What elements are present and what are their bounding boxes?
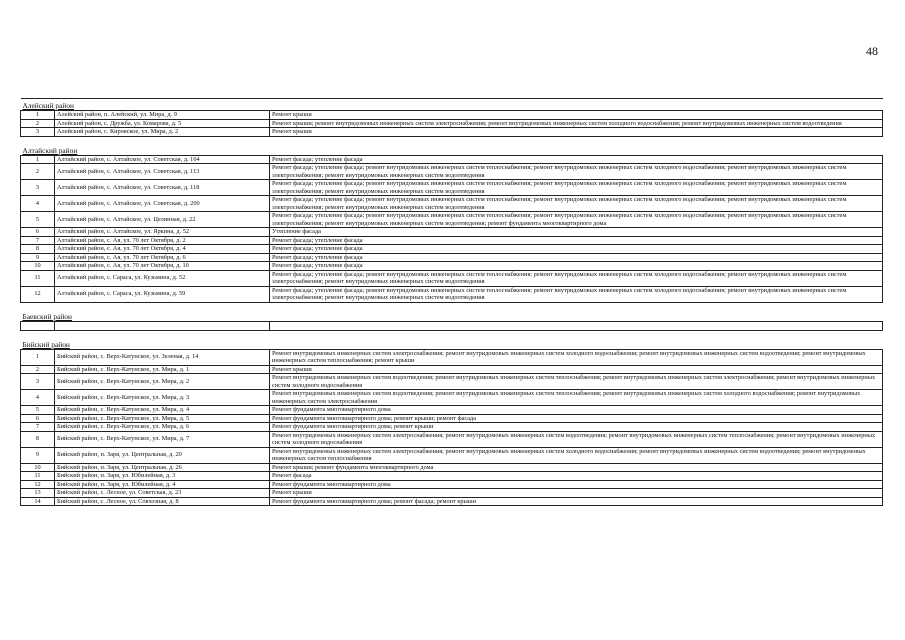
row-works: Ремонт крыши [270,489,883,498]
row-works: Ремонт фундамента многоквартирного дома; ремонт крыши; ремонт фасада [270,414,883,423]
row-number: 10 [21,463,55,472]
table-row [21,390,883,406]
row-number: 10 [21,262,55,271]
row-works: Ремонт внутридомовых инженерных систем электроснабжения; ремонт внутридомовых инженерных систем холодного водоснабжения; ремонт внутридомовых инженерных систем водоотведения; ремонт внутридомовых инженерных систем теплоснабжения; ремонт крыши [270,349,883,365]
row-address: Алтайский район, с. Ая, ул. 70 лет Октября, д. 6 [55,253,270,262]
district-name: Алтайский район [21,136,883,155]
table-row [21,365,883,374]
table-row [21,270,883,286]
row-number: 1 [21,111,55,120]
district-name: Алейский район [21,99,883,111]
page-number: 48 [866,44,878,58]
row-works: Ремонт внутридомовых инженерных систем электроснабжения; ремонт внутридомовых инженерных систем холодного водоснабжения; ремонт внутридомовых инженерных систем водоотведения; ремонт внутридомовых инженерных систем теплоснабжения [270,447,883,463]
row-number: 14 [21,497,55,506]
table-row [21,423,883,432]
row-number: 2 [21,119,55,128]
row-address: Бийский район, с. Верх-Катунское, ул. Зеленая, д. 14 [55,349,270,365]
table-row [21,472,883,481]
row-works: Утепление фасада [270,228,883,237]
row-number: 3 [21,128,55,137]
row-number: 13 [21,489,55,498]
row-address: Алтайский район, с. Алтайское, ул. Советская, д. 118 [55,180,270,196]
district-name: Баевский район [21,302,883,321]
empty-cell [270,321,883,330]
table-row [21,155,883,164]
row-address: Алтайский район, с. Алтайское, ул. Советская, д. 104 [55,155,270,164]
row-works: Ремонт фасада; утепление фасада; ремонт внутридомовых инженерных систем теплоснабжения; ремонт внутридомовых инженерных систем холодного водоснабжения; ремонт внутридомовых инженерных систем электроснабжения; ремонт внутридомовых инженерных систем водоотведения [270,270,883,286]
table-row [21,111,883,120]
table-row [21,480,883,489]
works-table [20,98,883,506]
row-works: Ремонт внутридомовых инженерных систем водоотведения; ремонт внутридомовых инженерных систем теплоснабжения; ремонт внутридомовых инженерных систем электроснабжения; ремонт внутридомовых инженерных систем холодного водоснабжения [270,374,883,390]
row-address: Бийский район, с. Лесное, ул. Совхозная, д. 8 [55,497,270,506]
row-address: Алтайский район, с. Ая, ул. 70 лет Октября, д. 2 [55,236,270,245]
row-number: 9 [21,253,55,262]
row-works: Ремонт фасада; утепление фасада; ремонт внутридомовых инженерных систем теплоснабжения; ремонт внутридомовых инженерных систем холодного водоснабжения; ремонт внутридомовых инженерных систем электроснабжения; ремонт внутридомовых инженерных систем водоотведения [270,180,883,196]
row-works: Ремонт фасада; утепление фасада; ремонт внутридомовых инженерных систем теплоснабжения; ремонт внутридомовых инженерных систем холодного водоснабжения; ремонт внутридомовых инженерных систем электроснабжения; ремонт внутридомовых инженерных систем водоотведения [270,196,883,212]
row-works: Ремонт крыши [270,365,883,374]
row-works: Ремонт крыши [270,111,883,120]
row-works: Ремонт фасада; утепление фасада; ремонт внутридомовых инженерных систем теплоснабжения; ремонт внутридомовых инженерных систем холодного водоснабжения; ремонт внутридомовых инженерных систем электроснабжения; ремонт внутридомовых инженерных систем водоотведения; ремонт фундамента многоквартирного дома [270,212,883,228]
row-number: 5 [21,212,55,228]
row-number: 11 [21,472,55,481]
row-address: Бийский район, с. Верх-Катунское, ул. Мира, д. 4 [55,406,270,415]
row-number: 9 [21,447,55,463]
row-number: 4 [21,196,55,212]
row-address: Бийский район, с. Верх-Катунское, ул. Мира, д. 1 [55,365,270,374]
row-address: Бийский район, п. Заря, ул. Юбилейная, д. 3 [55,472,270,481]
row-address: Бийский район, с. Лесное, ул. Советская, д. 23 [55,489,270,498]
row-works: Ремонт внутридомовых инженерных систем электроснабжения; ремонт внутридомовых инженерных систем водоотведения; ремонт внутридомовых инженерных систем теплоснабжения; ремонт внутридомовых инженерных систем холодного водоснабжения [270,431,883,447]
row-works: Ремонт фасада; утепление фасада; ремонт внутридомовых инженерных систем теплоснабжения; ремонт внутридомовых инженерных систем холодного водоснабжения; ремонт внутридомовых инженерных систем электроснабжения; ремонт внутридомовых инженерных систем водоотведения [270,164,883,180]
row-number: 3 [21,180,55,196]
table-row [21,489,883,498]
row-number: 6 [21,228,55,237]
table-row [21,286,883,302]
table-row [21,128,883,137]
table-row [21,236,883,245]
table-row [21,212,883,228]
row-address: Алейский район, с. Дружба, ул. Комарова, д. 5 [55,119,270,128]
row-address: Бийский район, п. Заря, ул. Центральная, д. 20 [55,447,270,463]
row-works: Ремонт фундамента многоквартирного дома [270,480,883,489]
row-address: Алейский район, с. Кировское, ул. Мира, д. 2 [55,128,270,137]
row-number: 8 [21,245,55,254]
row-address: Алтайский район, с. Сараса, ул. Кузьмина, д. 52 [55,270,270,286]
row-address: Алтайский район, с. Алтайское, ул. Советская, д. 113 [55,164,270,180]
row-works: Ремонт внутридомовых инженерных систем водоотведения; ремонт внутридомовых инженерных систем теплоснабжения; ремонт внутридомовых инженерных систем холодного водоснабжения; ремонт внутридомовых инженерных систем электроснабжения [270,390,883,406]
row-address: Алтайский район, с. Алтайское, ул. Советская, д. 200 [55,196,270,212]
table-row [21,253,883,262]
row-works: Ремонт фасада; утепление фасада; ремонт внутридомовых инженерных систем теплоснабжения; ремонт внутридомовых инженерных систем холодного водоснабжения; ремонт внутридомовых инженерных систем электроснабжения; ремонт внутридомовых инженерных систем водоотведения [270,286,883,302]
row-number: 12 [21,480,55,489]
table-row [21,349,883,365]
row-number: 11 [21,270,55,286]
table-row [21,497,883,506]
table-row [21,245,883,254]
district-name: Бийский район [21,330,883,349]
row-works: Ремонт крыши; ремонт внутридомовых инженерных систем электроснабжения; ремонт внутридомовых инженерных систем холодного водоснабжения; ремонт внутридомовых инженерных систем водоотведения [270,119,883,128]
row-works: Ремонт крыши; ремонт фундамента многоквартирного дома [270,463,883,472]
row-number: 7 [21,423,55,432]
district-header [21,330,883,349]
row-number: 7 [21,236,55,245]
row-address: Бийский район, с. Верх-Катунское, ул. Мира, д. 2 [55,374,270,390]
row-address: Алтайский район, с. Алтайское, ул. Яркина, д. 52 [55,228,270,237]
row-number: 1 [21,349,55,365]
row-address: Бийский район, п. Заря, ул. Юбилейная, д. 4 [55,480,270,489]
table-row [21,164,883,180]
empty-row [21,321,883,330]
table-row [21,374,883,390]
row-address: Алейский район, п. Алейский, ул. Мира, д. 9 [55,111,270,120]
row-address: Алтайский район, с. Алтайское, ул. Целинная, д. 22 [55,212,270,228]
row-number: 12 [21,286,55,302]
works-register [20,98,882,506]
district-header [21,302,883,321]
row-works: Ремонт фасада; утепление фасада [270,155,883,164]
table-body [21,99,883,506]
empty-cell [55,321,270,330]
row-works: Ремонт фундамента многоквартирного дома; ремонт крыши [270,423,883,432]
row-works: Ремонт фундамента многоквартирного дома [270,406,883,415]
row-address: Бийский район, с. Верх-Катунское, ул. Мира, д. 6 [55,423,270,432]
table-row [21,431,883,447]
row-address: Алтайский район, с. Ая, ул. 70 лет Октября, д. 10 [55,262,270,271]
row-address: Алтайский район, с. Сараса, ул. Кузьмина, д. 59 [55,286,270,302]
row-works: Ремонт фасада; утепление фасада [270,245,883,254]
district-header [21,99,883,111]
table-row [21,180,883,196]
row-works: Ремонт фасада; утепление фасада [270,236,883,245]
table-row [21,447,883,463]
row-address: Бийский район, п. Заря, ул. Центральная, д. 26 [55,463,270,472]
row-number: 3 [21,374,55,390]
row-number: 4 [21,390,55,406]
empty-cell [21,321,55,330]
row-address: Бийский район, с. Верх-Катунское, ул. Мира, д. 3 [55,390,270,406]
row-address: Алтайский район, с. Ая, ул. 70 лет Октября, д. 4 [55,245,270,254]
row-works: Ремонт фасада; утепление фасада [270,262,883,271]
table-row [21,406,883,415]
row-works: Ремонт фундамента многоквартирного дома; ремонт фасада; ремонт крыши [270,497,883,506]
row-address: Бийский район, с. Верх-Катунское, ул. Мира, д. 7 [55,431,270,447]
row-number: 5 [21,406,55,415]
district-header [21,136,883,155]
row-address: Бийский район, с. Верх-Катунское, ул. Мира, д. 5 [55,414,270,423]
row-number: 2 [21,164,55,180]
table-row [21,119,883,128]
row-works: Ремонт фасада; утепление фасада [270,253,883,262]
row-works: Ремонт крыши [270,128,883,137]
row-number: 2 [21,365,55,374]
table-row [21,196,883,212]
row-works: Ремонт фасада [270,472,883,481]
table-row [21,262,883,271]
table-row [21,414,883,423]
row-number: 1 [21,155,55,164]
table-row [21,463,883,472]
table-row [21,228,883,237]
row-number: 6 [21,414,55,423]
row-number: 8 [21,431,55,447]
